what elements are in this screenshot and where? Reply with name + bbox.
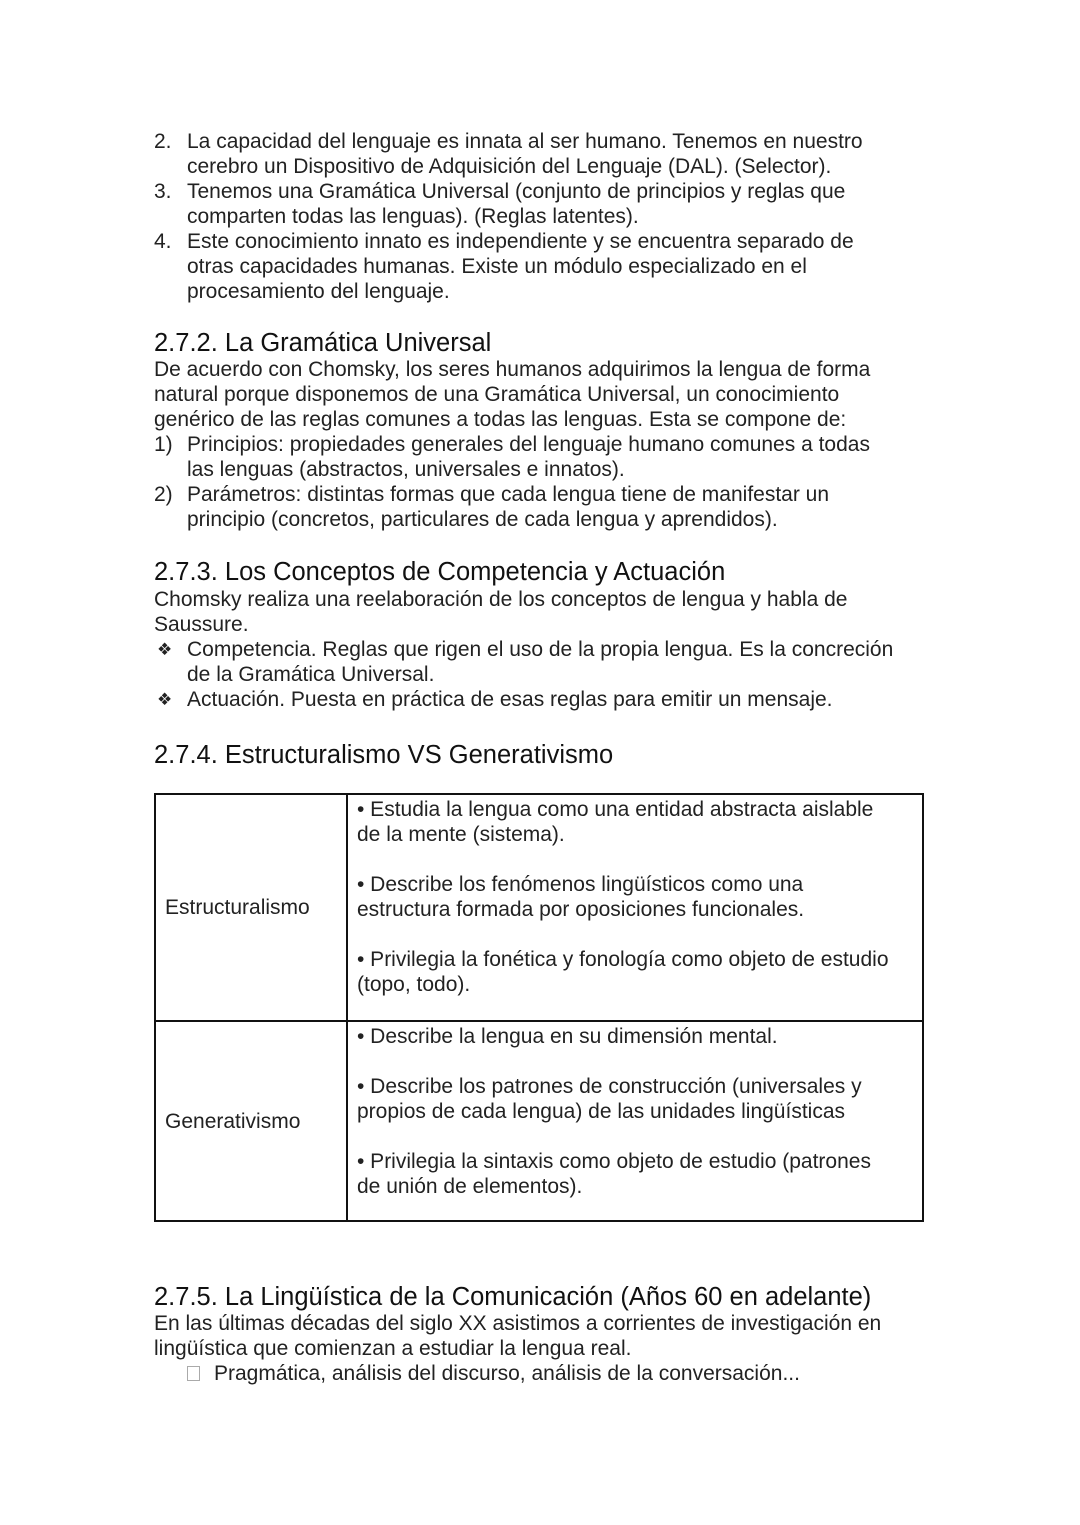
bullet-text: Pragmática, análisis del discurso, análisis de la conversación... (214, 1362, 800, 1385)
point (357, 797, 913, 847)
text-line: procesamiento del lenguaje. (187, 280, 450, 303)
table-row (155, 794, 923, 1021)
list-marker: 2. (154, 130, 172, 153)
text-line: (topo, todo). (357, 973, 471, 996)
text-line: estructura formada por oposiciones funcionales. (357, 898, 805, 921)
table-row (155, 1021, 923, 1221)
text-line: natural porque disponemos de una Gramática Universal, un conocimiento (154, 383, 840, 406)
list-item (154, 179, 954, 229)
bullet-item (154, 1361, 954, 1386)
list-marker: 1) (154, 433, 173, 456)
heading-2-7-5: 2.7.5. La Lingüística de la Comunicación (Años 60 en adelante) (154, 1283, 872, 1311)
checkbox-glyph-icon (187, 1366, 200, 1381)
list-marker: ❖ (157, 690, 173, 709)
list-marker: 3. (154, 180, 172, 203)
text-line: Tenemos una Gramática Universal (conjunto de principios y reglas que (187, 180, 846, 203)
text-line: Chomsky realiza una reelaboración de los conceptos de lengua y habla de (154, 588, 848, 611)
text-line: Competencia. Reglas que rigen el uso de la propia lengua. Es la concreción (187, 638, 894, 661)
list-marker: ❖ (157, 640, 173, 659)
paragraph-line: lingüística que comienzan a estudiar la lengua real. (154, 1337, 632, 1360)
section-2-7-2-body (154, 357, 954, 532)
numbered-list-top (154, 129, 954, 304)
text-line: De acuerdo con Chomsky, los seres humanos adquirimos la lengua de forma (154, 358, 871, 381)
list-item (154, 229, 954, 304)
text-line: de unión de elementos). (357, 1175, 583, 1199)
list-item (154, 637, 954, 687)
row-points (347, 794, 923, 1021)
heading-2-7-3: 2.7.3. Los Conceptos de Competencia y Actuación (154, 558, 726, 586)
point (357, 1024, 913, 1049)
point (357, 1074, 913, 1124)
row-label: Estructuralismo (155, 794, 347, 1021)
text-line: • Describe los fenómenos lingüísticos como una (357, 873, 804, 896)
list-marker: 4. (154, 230, 172, 253)
text-line: Saussure. (154, 613, 249, 636)
list-marker: 2) (154, 483, 173, 506)
row-label: Generativismo (155, 1021, 347, 1221)
text-line: • Privilegia la sintaxis como objeto de estudio (patrones (357, 1150, 871, 1174)
section-2-7-5-body (154, 1311, 954, 1386)
text-line: de la Gramática Universal. (187, 663, 435, 686)
section-2-7-3-body (154, 587, 954, 712)
list-item (154, 432, 954, 482)
heading-2-7-2: 2.7.2. La Gramática Universal (154, 329, 492, 357)
list-item (154, 687, 954, 712)
list-item (154, 129, 954, 179)
heading-2-7-4: 2.7.4. Estructuralismo VS Generativismo (154, 741, 614, 769)
text-line: otras capacidades humanas. Existe un módulo especializado en el (187, 255, 807, 278)
text-line: cerebro un Dispositivo de Adquisición del Lenguaje (DAL). (Selector). (187, 155, 832, 178)
text-line: Este conocimiento innato es independiente y se encuentra separado de (187, 230, 854, 253)
text-line: genérico de las reglas comunes a todas las lenguas. Esta se compone de: (154, 408, 847, 431)
point (357, 947, 913, 997)
text-line: • Describe los patrones de construcción (universales y (357, 1075, 862, 1099)
text-line: • Privilegia la fonética y fonología como objeto de estudio (357, 948, 889, 971)
text-line: de la mente (sistema). (357, 823, 565, 846)
text-line: La capacidad del lenguaje es innata al ser humano. Tenemos en nuestro (187, 130, 863, 153)
paragraph-line: En las últimas décadas del siglo XX asistimos a corrientes de investigación en (154, 1312, 882, 1335)
list-item (154, 482, 954, 532)
point (357, 1149, 913, 1199)
comparison-table (154, 793, 924, 1222)
point (357, 872, 913, 922)
text-line: Principios: propiedades generales del lenguaje humano comunes a todas (187, 433, 870, 456)
row-points (347, 1021, 923, 1221)
text-line: Parámetros: distintas formas que cada lengua tiene de manifestar un (187, 483, 830, 506)
text-line: comparten todas las lenguas). (Reglas latentes). (187, 205, 639, 228)
text-line: • Estudia la lengua como una entidad abstracta aislable (357, 798, 874, 821)
text-line: las lenguas (abstractos, universales e innatos). (187, 458, 625, 481)
text-line: principio (concretos, particulares de cada lengua y aprendidos). (187, 508, 778, 531)
text-line: Actuación. Puesta en práctica de esas reglas para emitir un mensaje. (187, 688, 833, 711)
text-line: propios de cada lengua) de las unidades lingüísticas (357, 1100, 845, 1124)
text-line: • Describe la lengua en su dimensión mental. (357, 1025, 778, 1049)
